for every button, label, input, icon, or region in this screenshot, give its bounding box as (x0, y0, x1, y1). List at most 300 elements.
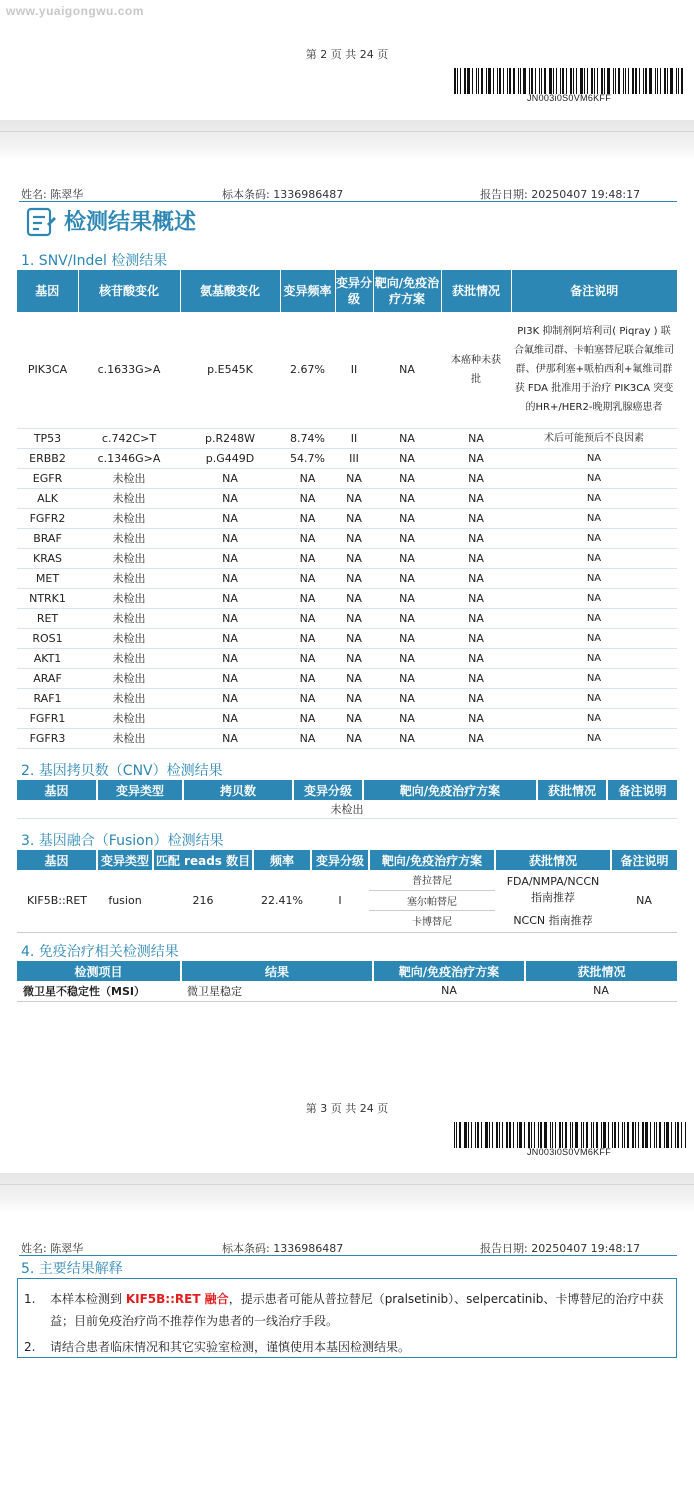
cell-note: NA (511, 608, 677, 628)
fusion-header-row (17, 850, 677, 870)
barcode-bar (566, 68, 567, 94)
section3-title: 3. 基因融合（Fusion）检测结果 (21, 833, 224, 849)
fusion-frequency: 22.41% (261, 893, 303, 907)
barcode-bar (562, 68, 564, 94)
barcode-bar (499, 68, 501, 94)
cell-nucleotide: 未检出 (78, 568, 180, 588)
cell-gene: ERBB2 (17, 448, 78, 468)
barcode-bar (488, 68, 491, 94)
cell-frequency: NA (280, 688, 335, 708)
barcode-bar (575, 1122, 578, 1148)
barcode-bar (677, 1122, 679, 1148)
cell-approval: NA (441, 428, 511, 448)
barcode-bar (580, 68, 583, 94)
col-note: 备注说明 (611, 850, 677, 870)
cell-note: NA (511, 688, 677, 708)
barcode-bar (468, 1122, 469, 1148)
section4-title: 4. 免疫治疗相关检测结果 (21, 944, 179, 960)
therapy-pralsetinib: 普拉替尼 (369, 870, 495, 890)
cell-note: NA (511, 648, 677, 668)
col-approval: 获批情况 (495, 850, 611, 870)
barcode-bar (583, 1122, 584, 1148)
barcode-bar (676, 68, 677, 94)
cell-therapy: NA (373, 648, 441, 668)
cell-grade: NA (335, 628, 373, 648)
cell-grade: NA (335, 588, 373, 608)
barcode-bar (502, 1122, 503, 1148)
cell-therapy: NA (373, 428, 441, 448)
snv-header-row (17, 270, 677, 312)
cell-note: NA (511, 548, 677, 568)
barcode (454, 68, 690, 94)
cell-therapy: NA (373, 528, 441, 548)
barcode-bar (671, 1122, 672, 1148)
barcode-bar (486, 68, 487, 94)
barcode-bar (467, 68, 470, 94)
fusion-note: NA (636, 893, 652, 907)
barcode-bar (632, 68, 634, 94)
barcode-bar (534, 1122, 535, 1148)
barcode-bar (656, 1122, 657, 1148)
barcode-bar (612, 1122, 613, 1148)
cell-therapy: NA (373, 548, 441, 568)
barcode-bar (496, 1122, 498, 1148)
barcode-bar (615, 68, 616, 94)
cell: 本癌种未获批 (441, 312, 511, 428)
cell-frequency: NA (280, 488, 335, 508)
cell-amino-acid: p.G449D (180, 448, 280, 468)
barcode-bar (528, 1122, 530, 1148)
barcode-bar (650, 1122, 651, 1148)
cell-amino-acid: NA (180, 728, 280, 748)
barcode-bar (678, 68, 679, 94)
cell-nucleotide: 未检出 (78, 648, 180, 668)
col-grade: 变异分级 (311, 850, 369, 870)
cell-frequency: NA (280, 648, 335, 668)
barcode-bar (632, 1122, 634, 1148)
cell-gene: KRAS (17, 548, 78, 568)
barcode-bar (517, 1122, 518, 1148)
cnv-value: 未检出 (17, 800, 677, 818)
cell-nucleotide: c.1346G>A (78, 448, 180, 468)
cell-nucleotide: 未检出 (78, 628, 180, 648)
barcode-bar (513, 1122, 514, 1148)
immune-header-row (17, 961, 677, 981)
barcode-bar (603, 1122, 606, 1148)
barcode-bar (499, 1122, 500, 1148)
barcode-bar (614, 1122, 616, 1148)
cell-approval: NA (441, 708, 511, 728)
cell-frequency: 8.74% (280, 428, 335, 448)
barcode-bar (586, 1122, 588, 1148)
barcode-bar (645, 68, 647, 94)
barcode-bar (601, 68, 603, 94)
cell-gene: MET (17, 568, 78, 588)
barcode-bar (506, 1122, 508, 1148)
table-row (17, 728, 677, 748)
approval-nccn: NCCN 指南推荐 (513, 914, 593, 927)
cell-approval: NA (441, 508, 511, 528)
cell-gene: ALK (17, 488, 78, 508)
barcode-bar (565, 1122, 567, 1148)
barcode-bar (460, 68, 461, 94)
cell-grade: NA (335, 688, 373, 708)
cell-amino-acid: NA (180, 668, 280, 688)
cell-frequency: NA (280, 668, 335, 688)
cell-gene: NTRK1 (17, 588, 78, 608)
barcode-bar (520, 68, 521, 94)
barcode-bar (456, 1122, 457, 1148)
barcode-bar (601, 1122, 602, 1148)
cell-grade: NA (335, 468, 373, 488)
barcode-bar (507, 68, 508, 94)
barcode-bar (478, 68, 479, 94)
barcode-bar (544, 1122, 547, 1148)
cnv-header-row (17, 780, 677, 800)
barcode-bar (623, 68, 624, 94)
barcode-bar (549, 68, 552, 94)
col-approval: 获批情况 (537, 780, 607, 800)
cell-grade: NA (335, 568, 373, 588)
cell-approval: NA (441, 628, 511, 648)
table-row (17, 508, 677, 528)
item1-text (50, 1288, 670, 1332)
summary-title: 检测结果概述 (64, 210, 197, 235)
barcode-bar (555, 1122, 556, 1148)
barcode-bar (681, 68, 683, 94)
col-therapy: 靶向/免疫治疗方案 (373, 270, 441, 312)
cell-nucleotide: 未检出 (78, 728, 180, 748)
col-grade: 变异分级 (293, 780, 363, 800)
therapy-cabozantinib: 卡博替尼 (412, 916, 452, 928)
barcode-bar (573, 68, 574, 94)
col-copy-number: 拷贝数 (183, 780, 293, 800)
page-number: 第 3 页 共 24 页 (305, 1102, 389, 1115)
barcode-bar (553, 68, 554, 94)
barcode-bar (645, 1122, 648, 1148)
barcode-bar (618, 68, 620, 94)
cell-gene: RAF1 (17, 688, 78, 708)
table-row (17, 428, 677, 448)
table-row (17, 981, 677, 1001)
msi-item: 微卫星不稳定性（MSI） (17, 981, 181, 1001)
col-frequency: 变异频率 (280, 270, 335, 312)
page-separator (0, 120, 694, 160)
barcode-bar (659, 1122, 661, 1148)
table-row (17, 668, 677, 688)
table-row (17, 312, 677, 428)
barcode-bar (570, 68, 572, 94)
barcode-bar (531, 68, 533, 94)
cell: p.E545K (180, 312, 280, 428)
cell-amino-acid: NA (180, 608, 280, 628)
patient-name: 姓名: 陈翠华 (21, 188, 84, 201)
page-separator-line (0, 131, 694, 132)
col-approval: 获批情况 (525, 961, 677, 981)
barcode-bar (657, 68, 658, 94)
barcode-bar (481, 1122, 482, 1148)
cell: NA (373, 312, 441, 428)
cell-therapy: NA (373, 628, 441, 648)
msi-therapy: NA (373, 981, 525, 1001)
barcode-bar (539, 68, 540, 94)
barcode-bar (541, 68, 542, 94)
barcode-bar (570, 1122, 571, 1148)
barcode-bar (518, 68, 519, 94)
barcode-bar (622, 1122, 623, 1148)
cell-frequency: NA (280, 508, 335, 528)
barcode-bar (591, 1122, 592, 1148)
barcode-bar (655, 68, 656, 94)
item2-number: 2. (24, 1340, 36, 1354)
cnv-table (17, 780, 677, 819)
table-row (17, 648, 677, 668)
barcode-bar (485, 1122, 488, 1148)
barcode-bar (587, 68, 588, 94)
barcode-bar (476, 68, 477, 94)
cell-note: NA (511, 468, 677, 488)
cell-approval: NA (441, 488, 511, 508)
cell-gene: ARAF (17, 668, 78, 688)
cell-grade: NA (335, 668, 373, 688)
specimen-barcode: 标本条码: 1336986487 (222, 1242, 344, 1255)
cell-note: NA (511, 528, 677, 548)
cell-amino-acid: NA (180, 468, 280, 488)
item1-highlight: KIF5B::RET 融合 (125, 1292, 229, 1306)
cell-grade: NA (335, 548, 373, 568)
cell-therapy: NA (373, 468, 441, 488)
barcode-bar (642, 1122, 644, 1148)
barcode-bar (509, 68, 511, 94)
col-note: 备注说明 (511, 270, 677, 312)
section5-title: 5. 主要结果解释 (21, 1261, 123, 1277)
cell-nucleotide: 未检出 (78, 688, 180, 708)
table-row (17, 628, 677, 648)
barcode-bar (475, 1122, 476, 1148)
cell-therapy: NA (373, 508, 441, 528)
cell-note: NA (511, 508, 677, 528)
immune-table (17, 961, 677, 1002)
cell-therapy: NA (373, 728, 441, 748)
col-therapy: 靶向/免疫治疗方案 (373, 961, 525, 981)
barcode-bar (471, 1122, 472, 1148)
barcode-bar (572, 1122, 573, 1148)
col-reads: 匹配 reads 数目 (153, 850, 253, 870)
barcode-bar (664, 1122, 665, 1148)
cell: PI3K 抑制剂阿培利司( Piqray ) 联合氟维司群、卡帕塞替尼联合氟维司群、伊那利塞+哌柏西利+氟维司群获 FDA 批准用于治疗 PIK3CA 突变的HR+/HER2-晚期乳腺癌患者 (511, 312, 677, 428)
interpretation-box (17, 1278, 677, 1358)
cell-therapy: NA (373, 688, 441, 708)
cell-grade: NA (335, 708, 373, 728)
cell-note: NA (511, 568, 677, 588)
barcode-bar (464, 1122, 467, 1148)
barcode-bar (613, 68, 614, 94)
col-variant-type: 变异类型 (97, 780, 183, 800)
cell-frequency: NA (280, 608, 335, 628)
cell-approval: NA (441, 548, 511, 568)
table-row (17, 528, 677, 548)
msi-approval: NA (525, 981, 677, 1001)
barcode-bar (556, 68, 557, 94)
barcode-bar (667, 68, 668, 94)
barcode-bar (492, 1122, 493, 1148)
barcode-bar (604, 68, 605, 94)
col-item: 检测项目 (17, 961, 181, 981)
barcode-bar (513, 68, 515, 94)
cell-nucleotide: 未检出 (78, 608, 180, 628)
cell-therapy: NA (373, 588, 441, 608)
cell-therapy: NA (373, 448, 441, 468)
col-amino-acid: 氨基酸变化 (180, 270, 280, 312)
cell-therapy: NA (373, 568, 441, 588)
barcode-bar (560, 68, 561, 94)
cell-nucleotide: 未检出 (78, 708, 180, 728)
cell-grade: NA (335, 608, 373, 628)
fusion-grade: I (338, 893, 342, 907)
cell-grade: II (335, 428, 373, 448)
barcode-bar (562, 1122, 563, 1148)
table-row (17, 708, 677, 728)
item2-text: 请结合患者临床情况和其它实验室检测，谨慎使用本基因检测结果。 (50, 1340, 411, 1354)
barcode-bar (529, 68, 530, 94)
cell-approval: NA (441, 608, 511, 628)
barcode-bar (540, 1122, 542, 1148)
barcode-bar (531, 1122, 532, 1148)
col-result: 结果 (181, 961, 373, 981)
barcode-bar (624, 1122, 625, 1148)
table-row (17, 488, 677, 508)
cell-frequency: NA (280, 708, 335, 728)
cell-nucleotide: 未检出 (78, 588, 180, 608)
cell-therapy: NA (373, 608, 441, 628)
barcode-bar (477, 1122, 479, 1148)
table-row (17, 468, 677, 488)
cell-grade: NA (335, 508, 373, 528)
col-nucleotide: 核苷酸变化 (78, 270, 180, 312)
barcode-bar (454, 68, 456, 94)
cell-gene: EGFR (17, 468, 78, 488)
col-frequency: 频率 (253, 850, 311, 870)
barcode-bar (581, 1122, 582, 1148)
report-date: 报告日期: 20250407 19:48:17 (480, 188, 641, 201)
barcode-bar (643, 68, 644, 94)
cell-amino-acid: NA (180, 508, 280, 528)
barcode-bar (523, 68, 526, 94)
cell-gene: FGFR3 (17, 728, 78, 748)
cell-nucleotide: 未检出 (78, 548, 180, 568)
cell-amino-acid: NA (180, 588, 280, 608)
barcode-bar (464, 68, 466, 94)
barcode-bar (593, 1122, 594, 1148)
cell-amino-acid: NA (180, 488, 280, 508)
barcode-text: JN003i0S0VM6KFF (527, 93, 612, 103)
col-approval: 获批情况 (441, 270, 511, 312)
report-date: 报告日期: 20250407 19:48:17 (480, 1242, 641, 1255)
barcode-bar (497, 68, 498, 94)
fusion-type: fusion (108, 893, 142, 907)
barcode-bar (459, 1122, 461, 1148)
col-gene: 基因 (17, 850, 97, 870)
cell-amino-acid: p.R248W (180, 428, 280, 448)
cell-note: NA (511, 668, 677, 688)
cell-therapy: NA (373, 668, 441, 688)
barcode-bar (635, 1122, 636, 1148)
table-row (17, 800, 677, 818)
approval-fda: FDA/NMPA/NCCN 指南推荐 (506, 875, 600, 904)
cell-note: NA (511, 708, 677, 728)
report-document-icon (25, 206, 57, 238)
barcode-bar (638, 1122, 639, 1148)
cell-approval: NA (441, 668, 511, 688)
barcode-bar (664, 68, 666, 94)
barcode-bar (552, 1122, 553, 1148)
table-row (17, 588, 677, 608)
cell-amino-acid: NA (180, 548, 280, 568)
barcode-bar (675, 1122, 676, 1148)
barcode-bar (596, 1122, 598, 1148)
cell-therapy: NA (373, 488, 441, 508)
table-row (17, 608, 677, 628)
cell-note: NA (511, 628, 677, 648)
barcode-bar (524, 1122, 525, 1148)
cell: II (335, 312, 373, 428)
barcode-bar (627, 1122, 629, 1148)
fusion-bottom-line (17, 932, 677, 933)
fusion-table (17, 850, 677, 930)
cell-gene: RET (17, 608, 78, 628)
cell: c.1633G>A (78, 312, 180, 428)
msi-result: 微卫星稳定 (181, 981, 373, 1001)
barcode-bar (591, 68, 593, 94)
cell: PIK3CA (17, 312, 78, 428)
barcode-bar (628, 68, 629, 94)
cell-note: NA (511, 448, 677, 468)
cell-amino-acid: NA (180, 528, 280, 548)
cell-approval: NA (441, 528, 511, 548)
barcode-bar (635, 68, 637, 94)
page-separator (0, 1173, 694, 1213)
barcode-bar (472, 68, 473, 94)
cell-frequency: NA (280, 468, 335, 488)
table-row (17, 688, 677, 708)
barcode-bar (660, 68, 661, 94)
barcode-bar (503, 68, 504, 94)
cell-nucleotide: 未检出 (78, 488, 180, 508)
page-separator-line (0, 1184, 694, 1185)
cell: 2.67% (280, 312, 335, 428)
cell-nucleotide: c.742C>T (78, 428, 180, 448)
page-number: 第 2 页 共 24 页 (305, 48, 389, 61)
barcode-bar (538, 1122, 539, 1148)
cell-amino-acid: NA (180, 688, 280, 708)
header-divider (19, 1255, 677, 1256)
cell-frequency: NA (280, 628, 335, 648)
barcode-bar (618, 1122, 619, 1148)
barcode-bar (481, 68, 483, 94)
cell-grade: NA (335, 488, 373, 508)
barcode-bar (457, 68, 458, 94)
snv-table (17, 270, 677, 749)
barcode-bar (670, 68, 673, 94)
col-grade: 变异分级 (335, 270, 373, 312)
section2-title: 2. 基因拷贝数（CNV）检测结果 (21, 763, 223, 779)
cell-nucleotide: 未检出 (78, 528, 180, 548)
barcode-bar (493, 68, 494, 94)
cell-frequency: NA (280, 588, 335, 608)
header-divider (19, 201, 677, 202)
cell-note: NA (511, 488, 677, 508)
barcode-bar (608, 1122, 609, 1148)
